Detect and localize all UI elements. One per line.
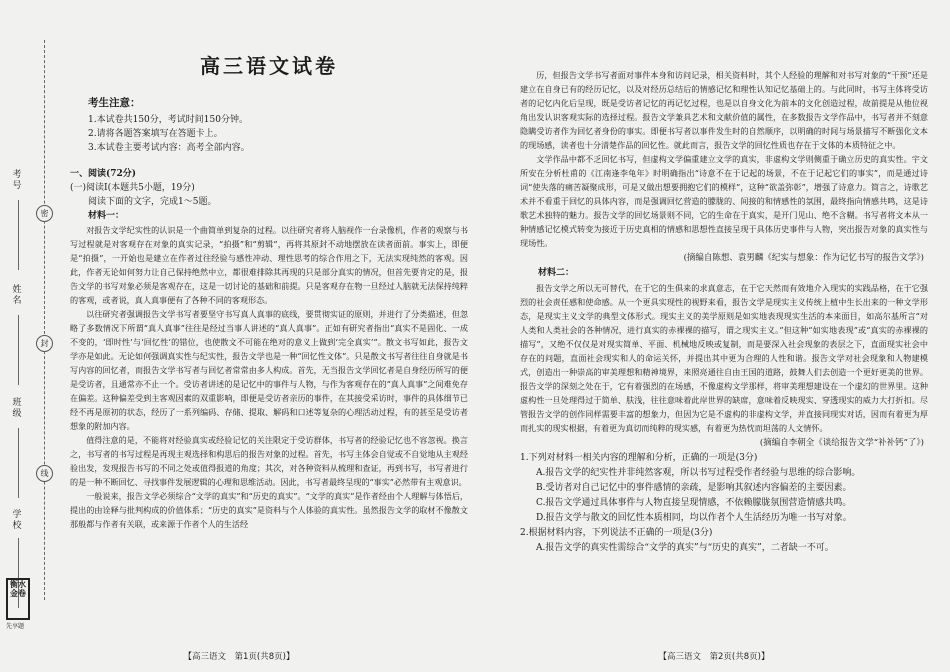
publisher-logo: 衡水金卷 [6, 578, 30, 620]
margin-label-school: 学校 [12, 510, 22, 531]
left-content [70, 40, 468, 531]
passage-paragraph: 一般说来，报告文学必须综合“文学的真实”和“历史的真实”。“文学的真实”是作者经由个人理解与体悟后，提出的由诠释与批判构成的价值体系；“历史的真实”是资料与个人体验的真实性。虽然报告文学的取材不像散文那般都与作者有关联，或来源于作者个人的生活经 [70, 491, 468, 529]
right-content [520, 68, 928, 556]
exam-notes [70, 95, 468, 155]
binding-margin [0, 0, 60, 672]
margin-label-exam-no: 考号 [12, 170, 22, 191]
question-1-option: D.报告文学与散文的回忆性本质相同，均以作者个人生活经历为唯一书写对象。 [536, 513, 852, 523]
question-2: 2.根据材料内容，下列说法不正确的一项是(3分) [520, 528, 713, 538]
exam-title: 高三语文试卷 [200, 54, 338, 78]
source-citation: (摘编自陈想、袁男麟《纪实与想象：作为记忆书写的报告文学》) [683, 253, 924, 263]
page-footer: 【高三语文 第2页(共8页)】 [658, 652, 770, 662]
note-item: 2.请将各题答案填写在答题卡上。 [88, 129, 223, 139]
margin-label-name: 姓名 [12, 285, 22, 306]
question-1-option: B.受访者对自己记忆中的事件感情的亲疏，是影响其叙述内容偏差的主要因素。 [536, 483, 852, 493]
note-item: 1.本试卷共150分，考试时间150分钟。 [88, 115, 248, 125]
class-write-line [18, 428, 19, 498]
passage-paragraph: 值得注意的是，不能将对经验真实或经验记忆的关注限定于受访群体，书写者的经验记忆也不容忽视。换言之，书写者的书写过程是再现主观选择和构思后的报告对象的过程。首先，书写主体会自觉或不自觉地从主观经验出发，发现报告书写的不同之处或值得报道的角度；其次，对各种资料从梳理和查证，再到书写，书写者进行的是一种不断回忆、寻找事件发展逻辑的心理和思维活动。因此，书写者最终呈现的“事实”必然带有主观意识。 [70, 435, 468, 487]
right-page [478, 0, 950, 672]
passage-paragraph: 历，但报告文学书写者面对事件本身和访问记录，相关资料时，其个人经验的理解和对书写对象的“干预”还是建立在自身已有的经历记忆，以及对经历总结后的情感记忆和理性认知记忆基础上的。与此同时，书写主体将受访者的记忆内化后呈现，既是受访者记忆的再记忆过程，也是以自身文化为前本的文化创造过程，故前提是从他位视角出发认识客观实际的选择过程。报告文学兼具艺术和文献价值的属性，在多数报告文学作品中，书写者并不刻意隐瞒受访者作为回忆者身份的事实。即便书写者以事件发生时的自然顺序，以明确的时间与场景描写不断强化文本的现场感，读者也十分清楚作品的回忆性。就此而言，报告文学的回忆性质也存在于文体的本质特征之中。 [520, 70, 928, 150]
passage-paragraph: 对报告文学纪实性的认识是一个曲简单到复杂的过程。以往研究者将人脑视作一台录像机，作者的观察与书写过程就是对客观存在对象的真实记录，“拍摄”和“剪辑”，再将其原封不动地摆放在读者面前。事实上，即便是“拍摄”，一开始也是建立在作者过往经验与感性冲动、理性思考的综合作用之下，无法实现纯然的客观。因此，作者无论如何努力让自己保持绝然中立，都很难排除其再现的只是部分真实的情况，但首先要肯定的是，报告文学的书写对象必须是客观存在，这是一切讨论的基础和前提。只是客观存在物一旦经过人脑就无法保持纯粹的客观，或者说，真人真事便有了各种不同的客观形态。 [70, 225, 468, 305]
seal-circle-mi: 密 [36, 205, 53, 222]
passage-paragraph: 报告文学之所以无可替代，在于它的生俱来的求真意志，在于它天然而有效地介入现实的实践品格，在于它强烈的社会责任感和使命感。从一个更具实现性的视野来看，报告文学是现实主义传统上植中生长出来的一种文学形态，是现实主义文学的典型文体形式。现实主义的美学原则是如实地表现现实生活的本来面目，如高尔基所言“对人类和人类社会的各种情况，进行真实的赤裸裸的描写，谓之现实主义。”但这种“如实地表现”或“真实的赤裸裸的描写”，又绝不仅仅是对现实简单、平面、机械地反映或复制，而是要深入社会现象的表层之下，直面现实社会中存在的问题，直面社会现实和人的命运关怀，并提出其中更为合理的人性和谐。报告文学对社会现象和人物建模式，创造出一种崇高的审美理想和精神境界，来照亮通往自由王国的道路，鼓舞人们去创造一个更好更美的世界。报告文学的深刻之处在于，它有着强烈的在场感，不像虚构文学那样，将审美理想建设在一个虚幻的世界里。这种虚构性一旦处理得过于简单、肤浅，往往意味着此岸世界的缺席，意味着反映现实、穿透现实的威力大打折扣。尽管报告文学的创作同样需要丰富的想象力，但因为它是不虚构的非虚构文学，并直接同现实对话，因而有着更为厚而扎实的现实根据，有着更为真切而纯粹的现实感，有着更为热忱而坦荡的人文情怀。 [520, 283, 928, 433]
publisher-logo-sub: 先享题 [6, 623, 25, 630]
notes-title: 考生注意： [88, 97, 141, 109]
material1-label: 材料一： [88, 211, 125, 221]
page-footer: 【高三语文 第1页(共8页)】 [183, 652, 295, 662]
subsection-heading: (一)阅读Ⅰ(本题共5小题，19分) [70, 183, 195, 193]
question-1-option: C.报告文学通过具体事件与人物直接呈现情感，不依赖朦胧氛围营造情感共鸣。 [536, 498, 852, 508]
passage-paragraph: 文学作品中都不乏回忆书写，但虚构文学偏重建立文学的真实，非虚构文学则侧重于确立历史的真实性。宇文所安在分析杜甫的《江南逢李龟年》时明确指出“诗意不在于记起的场景，不在于记起它们的事实”，而是通过诗词“使失落的痛苦凝聚成形，可是又做出想要拥抱它们的模样”，这种“欲盖弥彰”，增强了诗意力。简言之，诗歌艺术并不看重于回忆的具体内容，而是强调回忆营造的朦胧的、间接的和情感性的氛围，最终指向情感共鸣，这是诗歌艺术独特的魅力。报告文学的回忆场景则不同，它的生命在于真实，是开门见山、绝不含糊。书写者将文本从一种情感记忆模式转变为接近于历史真相的情感和思想性直接呈现于具体历史事件与人物，突出报告对象的真实性与现场性。 [520, 154, 928, 248]
seal-circle-xian: 线 [36, 465, 53, 482]
section-heading: 一、阅读(72分) [70, 169, 137, 179]
note-item: 3.本试卷主要考试内容：高考全部内容。 [88, 143, 250, 153]
name-write-line [18, 315, 19, 385]
reading-instruction: 阅读下面的文字，完成1～5题。 [88, 197, 217, 207]
source-citation: (摘编自李朝全《谈给报告文学“补补钙”了》) [759, 438, 924, 448]
passage-paragraph: 以往研究者强调报告文学书写者要坚守书写真人真事的底线，要贯彻实证的原则，并进行了分类描述，但忽略了多数情况下所谓“真人真事”往往是经过当事人讲述的“真人真事”。正如有研究者指出“真实不是固化、一成不变的，‘即时性’与‘回忆性’的错位，也使散文不可能在绝对的意义上做到‘完全真实’”。散文书写如此，报告文学亦是如此。无论如何强调真实性与纪实性，报告文学也是一种“回忆性文体”。只是散文书写者往往自身就是书写内容的回忆者，而报告文学书写者与回忆者常常由多人构成。首先，无当报告文学回忆者是自身经历所写的便是受访者，且通常亦不止一个。受访者讲述的是记忆中的事件与人物，与作为客观存在的“真人真事”之间难免存在偏差。这种偏差受到主客观因素的双重影响，即便是受访者亲历的事件，在其接受采访时，事件的具体细节已经不再是原初的状态，经历了一系列编码、存储、提取、解码和口述等复杂的心理活动过程，有的甚至是受访者想象的附加内容。 [70, 309, 468, 431]
question-2-option: A.报告文学的真实性需综合“文学的真实”与“历史的真实”，二者缺一不可。 [536, 543, 834, 553]
margin-label-class: 班级 [12, 398, 22, 419]
question-1: 1.下列对材料一相关内容的理解和分析，正确的一项是(3分) [520, 453, 758, 463]
question-1-option: A.报告文学的纪实性并非纯然客观，所以书写过程受作者经验与思维的综合影响。 [536, 468, 861, 478]
binding-dashed-line [44, 40, 45, 600]
seal-circle-feng: 封 [36, 335, 53, 352]
material2-label: 材料二： [538, 268, 575, 278]
exam-no-write-line [18, 200, 19, 270]
